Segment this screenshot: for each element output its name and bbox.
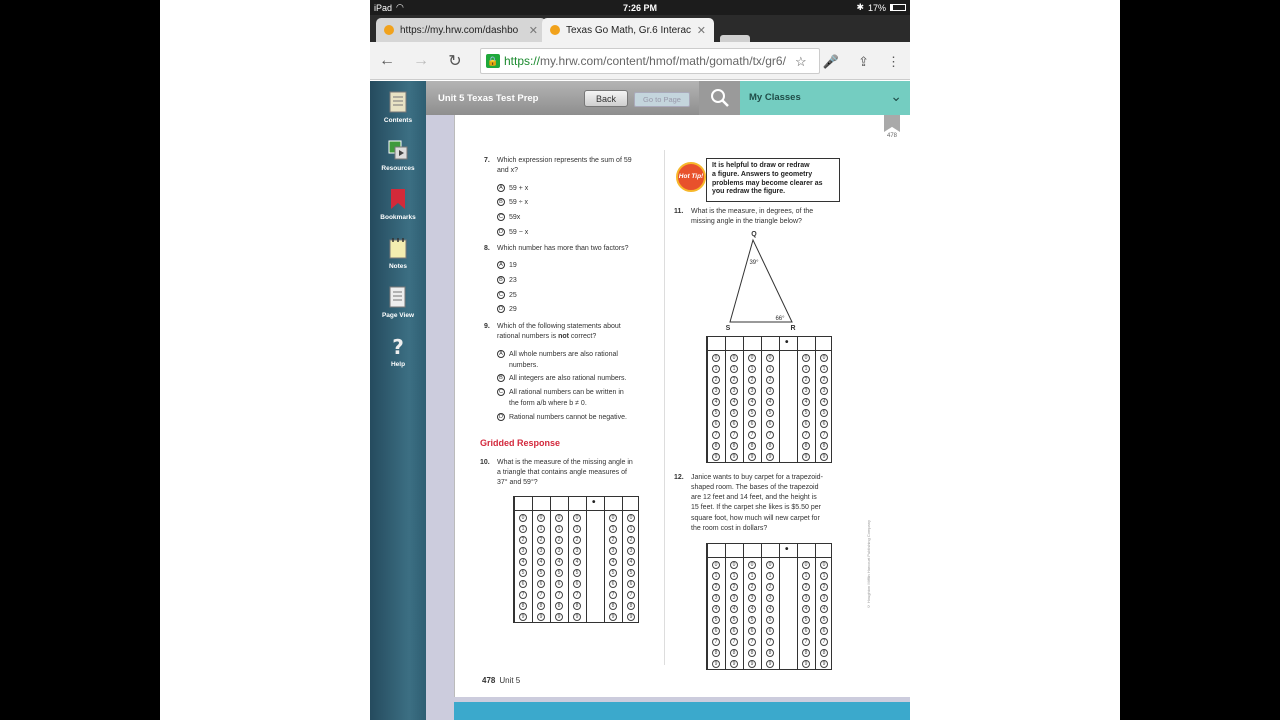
digit-bubble[interactable]: 8 [820,649,828,657]
my-classes-dropdown[interactable] [740,81,910,115]
digit-bubble[interactable]: 4 [555,558,563,566]
digit-bubble[interactable]: 1 [730,572,738,580]
triangle-diagram [720,226,800,334]
page-footer: 478 Unit 5 [482,676,521,685]
digit-bubble[interactable]: 5 [820,616,828,624]
digit-bubble[interactable]: 6 [712,420,720,428]
digit-bubble[interactable]: 3 [730,387,738,395]
chevron-down-icon: ⌄ [890,88,902,104]
digit-bubble[interactable]: 7 [730,431,738,439]
sidebar-item-help[interactable] [370,335,426,368]
digit-bubble[interactable]: 0 [519,514,527,522]
digit-bubble[interactable]: 1 [519,525,527,533]
digit-bubble[interactable]: 1 [555,525,563,533]
digit-bubble[interactable]: 6 [802,627,810,635]
digit-bubble[interactable]: 6 [573,580,581,588]
digit-bubble[interactable]: 4 [766,398,774,406]
digit-bubble[interactable]: 8 [627,602,635,610]
digit-bubble[interactable]: 4 [820,398,828,406]
digit-bubble[interactable]: 1 [537,525,545,533]
digit-bubble[interactable]: 0 [573,514,581,522]
question-10: 10. What is the measure of the missing angle in a triangle that contains angle measures of 37° and 59°? [480,459,633,487]
resources-icon [387,139,409,161]
digit-bubble[interactable]: 2 [537,536,545,544]
digit-bubble[interactable]: 7 [609,591,617,599]
digit-bubble[interactable]: 4 [748,398,756,406]
tab-dashboard[interactable] [376,18,546,42]
digit-bubble[interactable]: 7 [802,431,810,439]
digit-bubble[interactable]: 2 [820,376,828,384]
digit-bubble[interactable]: 0 [555,514,563,522]
decimal-point: • [785,337,789,348]
digit-bubble[interactable]: 8 [802,442,810,450]
digit-bubble[interactable]: 6 [748,420,756,428]
digit-bubble[interactable]: 5 [627,569,635,577]
digit-bubble[interactable]: 8 [748,442,756,450]
decimal-point: • [592,497,596,508]
digit-bubble[interactable]: 5 [519,569,527,577]
digit-bubble[interactable]: 4 [730,398,738,406]
digit-bubble[interactable]: 9 [802,453,810,461]
digit-bubble[interactable]: 5 [766,409,774,417]
answer-option[interactable]: A 19 [497,261,517,269]
digit-bubble[interactable]: 9 [820,453,828,461]
digit-bubble[interactable]: 0 [766,354,774,362]
digit-bubble[interactable]: 7 [802,638,810,646]
digit-bubble[interactable]: 0 [748,354,756,362]
digit-bubble[interactable]: 0 [712,354,720,362]
digit-bubble[interactable]: 5 [730,409,738,417]
digit-bubble[interactable]: 4 [609,558,617,566]
answer-option[interactable]: D 59 − x [499,228,529,236]
digit-bubble[interactable]: 1 [730,365,738,373]
favicon-icon [384,25,394,35]
digit-bubble[interactable]: 6 [627,580,635,588]
digit-bubble[interactable]: 8 [712,649,720,657]
digit-bubble[interactable]: 1 [766,572,774,580]
digit-bubble[interactable]: 6 [802,420,810,428]
digit-bubble[interactable]: 5 [537,569,545,577]
sidebar [370,81,426,720]
lock-icon: 🔒 [486,54,500,68]
contents-icon [387,91,409,113]
digit-bubble[interactable]: 7 [573,591,581,599]
digit-bubble[interactable]: 4 [519,558,527,566]
digit-bubble[interactable]: 7 [519,591,527,599]
digit-bubble[interactable]: 7 [730,638,738,646]
digit-bubble[interactable]: 9 [712,453,720,461]
answer-option[interactable]: A 59 + x [497,184,528,192]
digit-bubble[interactable]: 9 [766,660,774,668]
question-11: 11. What is the measure, in degrees, of the missing angle in the triangle below? [674,208,814,226]
sidebar-label: Notes [388,263,408,270]
digit-bubble[interactable]: 7 [766,431,774,439]
digit-bubble[interactable]: 3 [748,594,756,602]
digit-bubble[interactable]: 0 [609,514,617,522]
digit-bubble[interactable]: 2 [748,583,756,591]
help-icon [387,335,409,357]
sidebar-label: Resources [381,165,415,172]
digit-bubble[interactable]: 8 [537,602,545,610]
digit-bubble[interactable]: 9 [537,613,545,621]
digit-bubble[interactable]: 2 [766,583,774,591]
digit-bubble[interactable]: 2 [555,536,563,544]
sidebar-label: Page View [381,312,415,319]
digit-bubble[interactable]: 7 [820,431,828,439]
digit-bubble[interactable]: 1 [573,525,581,533]
question-8: 8. Which number has more than two factors? [484,245,629,252]
favicon-icon [550,25,560,35]
digit-bubble[interactable]: 3 [712,387,720,395]
digit-bubble[interactable]: 4 [627,558,635,566]
answer-option[interactable]: C All rational numbers can be written in the form a/b where b ≠ 0. [499,389,624,407]
grid-column [779,337,797,462]
notes-icon [387,237,409,259]
digit-bubble[interactable]: 3 [730,594,738,602]
decimal-point: • [785,544,789,555]
answer-option[interactable]: D Rational numbers cannot be negative. [499,413,627,421]
sidebar-label: Help [390,361,406,368]
close-tab-icon[interactable]: ✕ [528,24,538,37]
battery-percent: 17% [867,2,886,13]
digit-bubble[interactable]: 2 [712,583,720,591]
tab-title: https://my.hrw.com/dashbo [400,24,519,36]
go-to-page-button[interactable]: Go to Page [634,92,690,107]
angle-r-label: 66° [775,316,785,322]
digit-bubble[interactable]: 9 [748,660,756,668]
address-bar [370,42,910,80]
tab-texas-go-math[interactable] [542,18,714,42]
digit-bubble[interactable]: 1 [820,572,828,580]
digit-bubble[interactable]: 1 [766,365,774,373]
answer-option[interactable]: D 29 [499,305,517,313]
digit-bubble[interactable]: 5 [609,569,617,577]
digit-bubble[interactable]: 9 [609,613,617,621]
angle-q-label: 39° [749,260,759,266]
digit-bubble[interactable]: 6 [712,627,720,635]
digit-bubble[interactable]: 6 [820,420,828,428]
digit-bubble[interactable]: 9 [730,660,738,668]
digit-bubble[interactable]: 8 [573,602,581,610]
grid-column [586,497,604,622]
digit-bubble[interactable]: 5 [748,616,756,624]
page-number-top: 478 [887,133,898,139]
digit-bubble[interactable]: 0 [802,354,810,362]
digit-bubble[interactable]: 1 [820,365,828,373]
app-header [370,81,910,115]
digit-bubble[interactable]: 7 [555,591,563,599]
digit-bubble[interactable]: 5 [748,409,756,417]
digit-bubble[interactable]: 5 [766,616,774,624]
copyright-text: © Houghton Mifflin Harcourt Publishing Company [866,520,871,610]
digit-bubble[interactable]: 5 [712,409,720,417]
digit-bubble[interactable]: 2 [748,376,756,384]
unit-title: Unit 5 Texas Test Prep [438,93,539,104]
digit-bubble[interactable]: 3 [712,594,720,602]
sidebar-item-resources[interactable] [370,139,426,172]
digit-bubble[interactable]: 0 [820,561,828,569]
digit-bubble[interactable]: 4 [802,605,810,613]
digit-bubble[interactable]: 4 [537,558,545,566]
digit-bubble[interactable]: 4 [802,398,810,406]
digit-bubble[interactable]: 6 [766,420,774,428]
digit-bubble[interactable]: 4 [766,605,774,613]
question-9: 9. Which of the following statements about rational numbers is not correct? [484,323,621,341]
next-page-strip [454,702,910,720]
digit-bubble[interactable]: 3 [820,594,828,602]
digit-bubble[interactable]: 6 [820,627,828,635]
gridded-response-heading: Gridded Response [480,438,561,448]
device-label: iPad [374,2,393,13]
sidebar-item-page-view[interactable] [370,286,426,319]
digit-bubble[interactable]: 1 [748,572,756,580]
reload-icon[interactable]: ↻ [448,52,462,70]
digit-bubble[interactable]: 3 [537,547,545,555]
digit-bubble[interactable]: 0 [748,561,756,569]
digit-bubble[interactable]: 3 [766,594,774,602]
digit-bubble[interactable]: 5 [555,569,563,577]
digit-bubble[interactable]: 8 [712,442,720,450]
digit-bubble[interactable]: 2 [627,536,635,544]
digit-bubble[interactable]: 3 [802,594,810,602]
vertex-r-label: R [790,325,796,332]
sidebar-item-contents[interactable] [370,91,426,124]
digit-bubble[interactable]: 8 [609,602,617,610]
digit-bubble[interactable]: 1 [609,525,617,533]
question-7: 7. Which expression represents the sum of 59 and x? [484,157,632,175]
url-text: https://my.hrw.com/content/hmof/math/gomath/tx/gr6/ [504,54,786,68]
sidebar-item-notes[interactable] [370,237,426,270]
letterbox-left [0,0,160,720]
digit-bubble[interactable]: 0 [730,561,738,569]
close-tab-icon[interactable]: ✕ [696,24,706,37]
digit-bubble[interactable]: 9 [555,613,563,621]
digit-bubble[interactable]: 1 [712,572,720,580]
digit-bubble[interactable]: 1 [627,525,635,533]
digit-bubble[interactable]: 7 [766,638,774,646]
sidebar-item-bookmarks[interactable] [370,188,426,221]
my-classes-label: My Classes [749,92,801,103]
digit-bubble[interactable]: 5 [730,616,738,624]
digit-bubble[interactable]: 8 [555,602,563,610]
digit-bubble[interactable]: 8 [730,649,738,657]
bluetooth-icon: ✱ [856,2,864,12]
grid-response-q11[interactable] [706,336,832,463]
digit-bubble[interactable]: 6 [748,627,756,635]
ipad-screen [370,0,910,720]
digit-bubble[interactable]: 0 [712,561,720,569]
digit-bubble[interactable]: 7 [748,431,756,439]
grid-response-q12[interactable] [706,543,832,670]
svg-text:?: ? [392,335,404,357]
status-time: 7:26 PM [622,2,657,13]
digit-bubble[interactable]: 0 [730,354,738,362]
column-divider [664,150,665,665]
digit-bubble[interactable]: 2 [609,536,617,544]
digit-bubble[interactable]: 4 [820,605,828,613]
digit-bubble[interactable]: 8 [519,602,527,610]
digit-bubble[interactable]: 4 [730,605,738,613]
answer-option[interactable]: A All whole numbers are also rational numbers. [497,350,618,371]
share-icon[interactable]: ⇪ [858,54,869,69]
digit-bubble[interactable]: 9 [820,660,828,668]
digit-bubble[interactable]: 7 [820,638,828,646]
hot-tip-box: It is helpful to draw or redraw a figure. Answers to geometry problems may become clearer as you redraw the figure. [706,158,840,202]
digit-bubble[interactable]: 2 [519,536,527,544]
digit-bubble[interactable]: 7 [537,591,545,599]
digit-bubble[interactable]: 9 [802,660,810,668]
digit-bubble[interactable]: 6 [730,420,738,428]
digit-bubble[interactable]: 7 [712,431,720,439]
sidebar-label: Contents [383,117,413,124]
battery-icon [890,4,906,11]
white-margin-left [160,0,370,720]
microphone-icon[interactable]: 🎤 [822,54,839,69]
digit-bubble[interactable]: 8 [802,649,810,657]
question-12: 12. Janice wants to buy carpet for a trapezoid- shaped room. The bases of the trapezoid are 12 feet and 14 feet, and the height is 15 feet. If the carpet she likes is $5.50 per square foot, how much will new carpet for the room cost in dollars? [674,474,823,532]
digit-bubble[interactable]: 9 [712,660,720,668]
letterbox-right [1120,0,1280,720]
back-button[interactable]: Back [584,90,628,107]
page-view-icon [387,286,409,308]
digit-bubble[interactable]: 2 [712,376,720,384]
digit-bubble[interactable]: 1 [748,365,756,373]
digit-bubble[interactable]: 9 [573,613,581,621]
digit-bubble[interactable]: 2 [730,583,738,591]
white-margin-right [910,0,1120,720]
digit-bubble[interactable]: 9 [730,453,738,461]
star-icon[interactable]: ☆ [795,54,807,69]
digit-bubble[interactable]: 7 [748,638,756,646]
digit-bubble[interactable]: 6 [730,627,738,635]
digit-bubble[interactable]: 6 [537,580,545,588]
vertex-s-label: S [725,325,731,332]
digit-bubble[interactable]: 9 [519,613,527,621]
digit-bubble[interactable]: 5 [820,409,828,417]
answer-option[interactable]: B All integers are also rational numbers. [497,374,627,382]
digit-bubble[interactable]: 3 [519,547,527,555]
digit-bubble[interactable]: 6 [519,580,527,588]
digit-bubble[interactable]: 3 [820,387,828,395]
tab-strip [370,15,910,42]
digit-bubble[interactable]: 3 [766,387,774,395]
digit-bubble[interactable]: 4 [712,605,720,613]
digit-bubble[interactable]: 5 [802,409,810,417]
digit-bubble[interactable]: 5 [802,616,810,624]
digit-bubble[interactable]: 6 [609,580,617,588]
digit-bubble[interactable]: 2 [573,536,581,544]
bookmarks-icon [387,188,409,210]
digit-bubble[interactable]: 7 [712,638,720,646]
sidebar-label: Bookmarks [380,214,416,221]
digit-bubble[interactable]: 6 [555,580,563,588]
digit-bubble[interactable]: 8 [766,649,774,657]
digit-bubble[interactable]: 5 [712,616,720,624]
digit-bubble[interactable]: 0 [537,514,545,522]
digit-bubble[interactable]: 3 [627,547,635,555]
wifi-icon: ◠ [396,2,404,12]
digit-bubble[interactable]: 9 [766,453,774,461]
digit-bubble[interactable]: 7 [627,591,635,599]
digit-bubble[interactable]: 0 [627,514,635,522]
forward-arrow-icon[interactable]: → [413,51,429,69]
menu-icon[interactable]: ⋮ [887,54,900,69]
tab-title: Texas Go Math, Gr.6 Interac [566,24,691,36]
search-icon [710,88,730,108]
answer-option[interactable]: B 59 ÷ x [497,198,528,206]
digit-bubble[interactable]: 4 [712,398,720,406]
hot-tip-badge: Hot Tip! [676,162,706,192]
digit-bubble[interactable]: 9 [627,613,635,621]
grid-column [779,544,797,669]
digit-bubble[interactable]: 0 [802,561,810,569]
digit-bubble[interactable]: 5 [573,569,581,577]
digit-bubble[interactable]: 8 [766,442,774,450]
digit-bubble[interactable]: 0 [766,561,774,569]
digit-bubble[interactable]: 2 [802,583,810,591]
digit-bubble[interactable]: 8 [730,442,738,450]
digit-bubble[interactable]: 3 [748,387,756,395]
digit-bubble[interactable]: 0 [820,354,828,362]
status-bar [370,0,910,15]
answer-option[interactable]: C 25 [499,291,517,299]
digit-bubble[interactable]: 4 [573,558,581,566]
digit-bubble[interactable]: 9 [748,453,756,461]
digit-bubble[interactable]: 3 [802,387,810,395]
digit-bubble[interactable]: 3 [609,547,617,555]
digit-bubble[interactable]: 3 [555,547,563,555]
url-field[interactable] [480,48,820,74]
back-arrow-icon[interactable]: ← [379,51,395,69]
answer-option[interactable]: B 23 [497,276,517,284]
digit-bubble[interactable]: 4 [748,605,756,613]
grid-response-q10[interactable] [513,496,639,623]
digit-bubble[interactable]: 1 [802,365,810,373]
vertex-q-label: Q [751,231,757,238]
digit-bubble[interactable]: 1 [802,572,810,580]
answer-option[interactable]: C 59x [499,213,521,221]
digit-bubble[interactable]: 2 [802,376,810,384]
digit-bubble[interactable]: 1 [712,365,720,373]
digit-bubble[interactable]: 2 [820,583,828,591]
digit-bubble[interactable]: 2 [730,376,738,384]
search-button[interactable] [699,81,740,115]
digit-bubble[interactable]: 8 [748,649,756,657]
digit-bubble[interactable]: 8 [820,442,828,450]
digit-bubble[interactable]: 6 [766,627,774,635]
digit-bubble[interactable]: 2 [766,376,774,384]
digit-bubble[interactable]: 3 [573,547,581,555]
